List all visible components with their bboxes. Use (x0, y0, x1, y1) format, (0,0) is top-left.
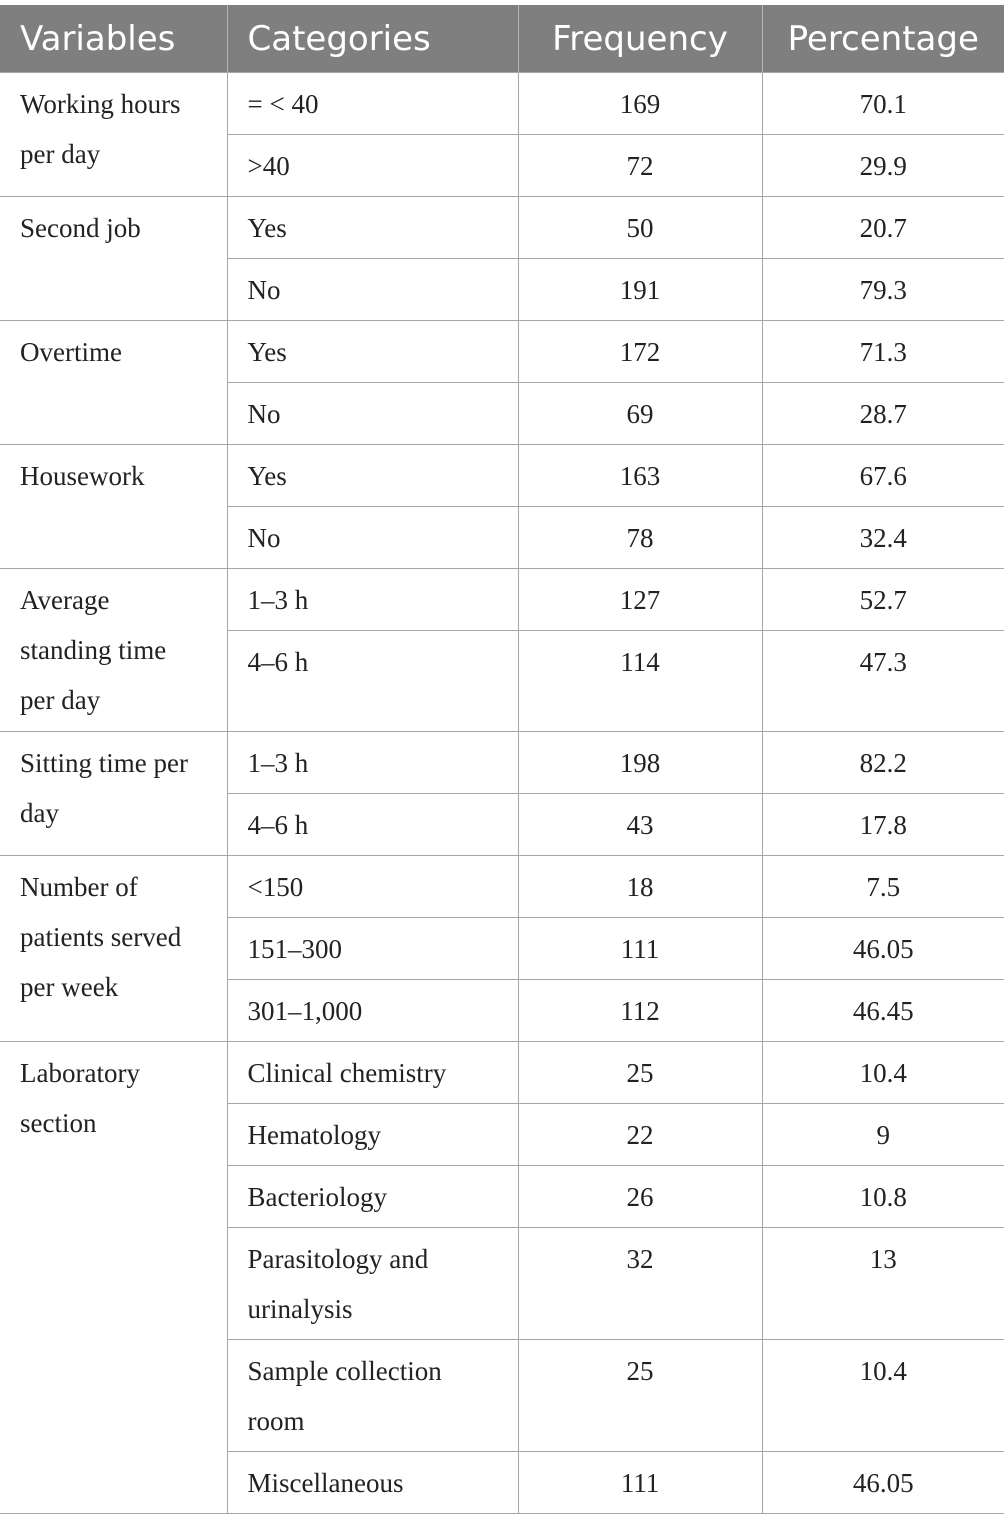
category-cell: Yes (227, 197, 518, 259)
table-body (0, 73, 1004, 1514)
frequency-cell: 198 (518, 732, 762, 794)
frequency-cell: 163 (518, 445, 762, 507)
category-cell: 4–6 h (227, 631, 518, 732)
frequency-cell: 169 (518, 73, 762, 135)
percentage-cell: 52.7 (762, 569, 1004, 631)
frequency-cell: 25 (518, 1340, 762, 1452)
variable-cell: Housework (0, 445, 227, 569)
category-cell: 151–300 (227, 918, 518, 980)
table-row (0, 732, 1004, 794)
header-frequency: Frequency (518, 5, 762, 73)
percentage-cell: 71.3 (762, 321, 1004, 383)
frequency-cell: 78 (518, 507, 762, 569)
frequency-cell: 69 (518, 383, 762, 445)
category-cell: 301–1,000 (227, 980, 518, 1042)
variable-cell: Sitting time per day (0, 732, 227, 856)
variable-cell: Working hours per day (0, 73, 227, 197)
percentage-cell: 32.4 (762, 507, 1004, 569)
category-cell: Miscellaneous (227, 1452, 518, 1514)
variable-cell: Laboratory section (0, 1042, 227, 1514)
percentage-cell: 17.8 (762, 794, 1004, 856)
table-row (0, 197, 1004, 259)
percentage-cell: 13 (762, 1228, 1004, 1340)
table-row (0, 445, 1004, 507)
category-cell: <150 (227, 856, 518, 918)
category-cell: >40 (227, 135, 518, 197)
frequency-cell: 32 (518, 1228, 762, 1340)
category-cell: Parasitology and urinalysis (227, 1228, 518, 1340)
category-cell: No (227, 507, 518, 569)
frequency-cell: 43 (518, 794, 762, 856)
header-variables: Variables (0, 5, 227, 73)
percentage-cell: 29.9 (762, 135, 1004, 197)
percentage-cell: 9 (762, 1104, 1004, 1166)
category-cell: Hematology (227, 1104, 518, 1166)
frequency-cell: 50 (518, 197, 762, 259)
percentage-cell: 46.05 (762, 1452, 1004, 1514)
frequency-cell: 18 (518, 856, 762, 918)
percentage-cell: 79.3 (762, 259, 1004, 321)
percentage-cell: 10.8 (762, 1166, 1004, 1228)
percentage-cell: 20.7 (762, 197, 1004, 259)
percentage-cell: 28.7 (762, 383, 1004, 445)
category-cell: Bacteriology (227, 1166, 518, 1228)
percentage-cell: 7.5 (762, 856, 1004, 918)
category-cell: 1–3 h (227, 569, 518, 631)
header-row (0, 5, 1004, 73)
variable-cell: Number of patients served per week (0, 856, 227, 1042)
table-header (0, 5, 1004, 73)
category-cell: 1–3 h (227, 732, 518, 794)
table-row (0, 321, 1004, 383)
category-cell: Sample collection room (227, 1340, 518, 1452)
table-row (0, 73, 1004, 135)
frequency-cell: 25 (518, 1042, 762, 1104)
percentage-cell: 46.05 (762, 918, 1004, 980)
frequency-cell: 22 (518, 1104, 762, 1166)
category-cell: No (227, 383, 518, 445)
category-cell: 4–6 h (227, 794, 518, 856)
frequency-cell: 72 (518, 135, 762, 197)
percentage-cell: 10.4 (762, 1340, 1004, 1452)
percentage-cell: 47.3 (762, 631, 1004, 732)
table-row (0, 569, 1004, 631)
percentage-cell: 70.1 (762, 73, 1004, 135)
header-percentage: Percentage (762, 5, 1004, 73)
variable-cell: Overtime (0, 321, 227, 445)
variable-cell: Average standing time per day (0, 569, 227, 732)
percentage-cell: 82.2 (762, 732, 1004, 794)
table-row (0, 856, 1004, 918)
frequency-cell: 111 (518, 918, 762, 980)
category-cell: Clinical chemistry (227, 1042, 518, 1104)
variable-cell: Second job (0, 197, 227, 321)
category-cell: No (227, 259, 518, 321)
category-cell: Yes (227, 321, 518, 383)
frequency-cell: 112 (518, 980, 762, 1042)
frequency-cell: 172 (518, 321, 762, 383)
percentage-cell: 67.6 (762, 445, 1004, 507)
frequency-cell: 191 (518, 259, 762, 321)
table-row (0, 1042, 1004, 1104)
data-table (0, 5, 1004, 1514)
frequency-cell: 114 (518, 631, 762, 732)
category-cell: = < 40 (227, 73, 518, 135)
frequency-cell: 111 (518, 1452, 762, 1514)
header-categories: Categories (227, 5, 518, 73)
percentage-cell: 46.45 (762, 980, 1004, 1042)
category-cell: Yes (227, 445, 518, 507)
frequency-cell: 127 (518, 569, 762, 631)
frequency-cell: 26 (518, 1166, 762, 1228)
percentage-cell: 10.4 (762, 1042, 1004, 1104)
